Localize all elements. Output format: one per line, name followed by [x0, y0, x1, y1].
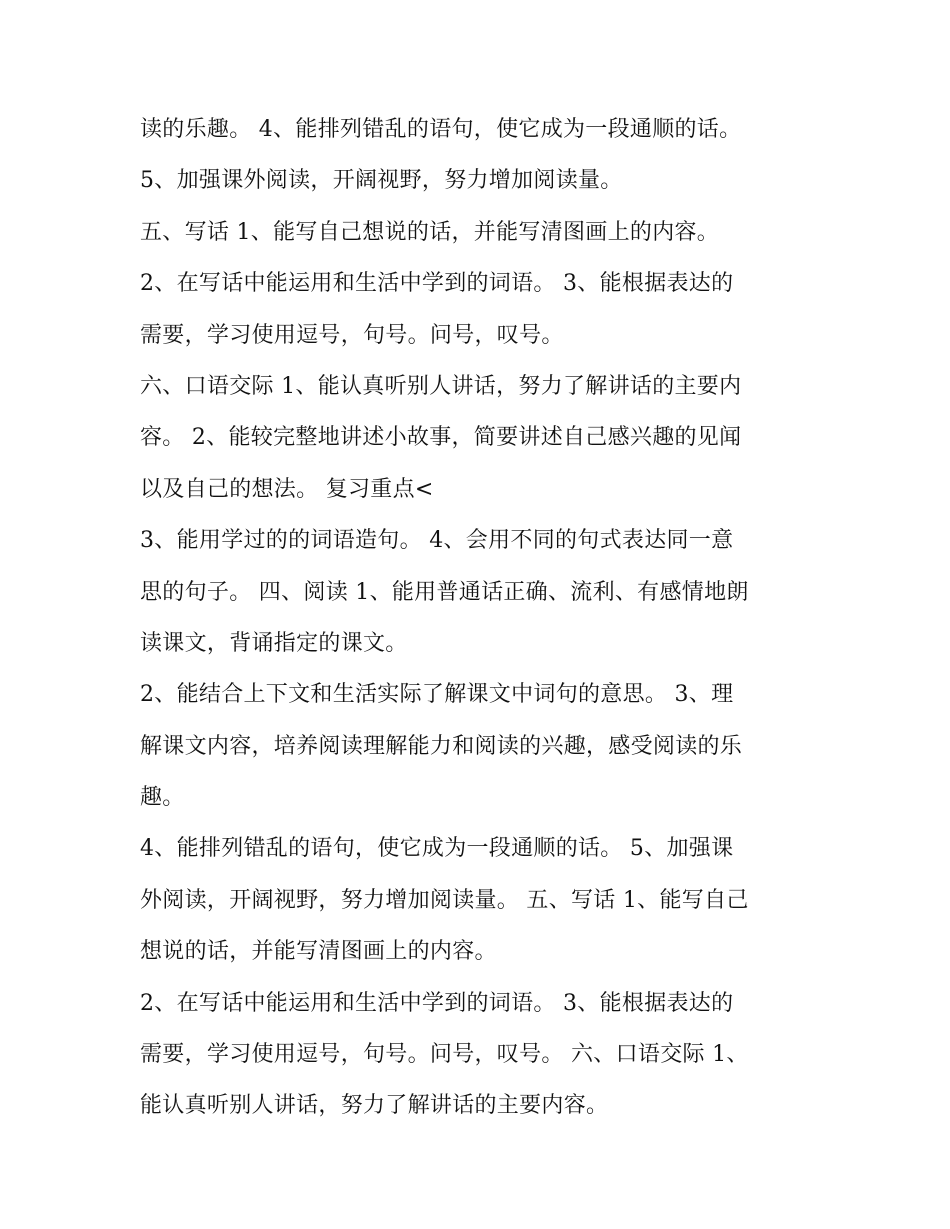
text-line: 五、写话 1、能写自己想说的话，并能写清图画上的内容。 — [140, 219, 720, 245]
text-line: 解课文内容，培养阅读理解能力和阅读的兴趣，感受阅读的乐 — [140, 733, 743, 759]
text-line: 容。 2、能较完整地讲述小故事，简要讲述自己感兴趣的见闻 — [140, 425, 742, 451]
text-line: 2、在写话中能运用和生活中学到的词语。 3、能根据表达的 — [140, 271, 734, 297]
text-line: 六、口语交际 1、能认真听别人讲话，努力了解讲话的主要内 — [140, 373, 742, 399]
body-text — [140, 104, 840, 1132]
text-line: 需要，学习使用逗号，句号。问号，叹号。 — [140, 322, 564, 348]
text-line: 3、能用学过的的词语造句。 4、会用不同的句式表达同一意 — [140, 528, 734, 554]
text-line: 能认真听别人讲话，努力了解讲话的主要内容。 — [140, 1093, 609, 1119]
text-line: 读课文，背诵指定的课文。 — [140, 630, 408, 656]
text-line: 5、加强课外阅读，开阔视野，努力增加阅读量。 — [140, 168, 623, 194]
text-line: 以及自己的想法。 复习重点< — [140, 476, 434, 502]
text-line: 2、在写话中能运用和生活中学到的词语。 3、能根据表达的 — [140, 990, 734, 1016]
text-line: 需要，学习使用逗号，句号。问号，叹号。 六、口语交际 1、 — [140, 1042, 749, 1068]
text-line: 2、能结合上下文和生活实际了解课文中词句的意思。 3、理 — [140, 682, 734, 708]
text-line: 想说的话，并能写清图画上的内容。 — [140, 939, 497, 965]
text-line: 外阅读，开阔视野，努力增加阅读量。 五、写话 1、能写自己 — [140, 887, 749, 913]
text-line: 4、能排列错乱的语句，使它成为一段通顺的话。 5、加强课 — [140, 836, 734, 862]
text-line: 思的句子。 四、阅读 1、能用普通话正确、流利、有感情地朗 — [140, 579, 749, 605]
text-line: 趣。 — [140, 785, 185, 811]
text-line: 读的乐趣。 4、能排列错乱的语句，使它成为一段通顺的话。 — [140, 117, 742, 142]
